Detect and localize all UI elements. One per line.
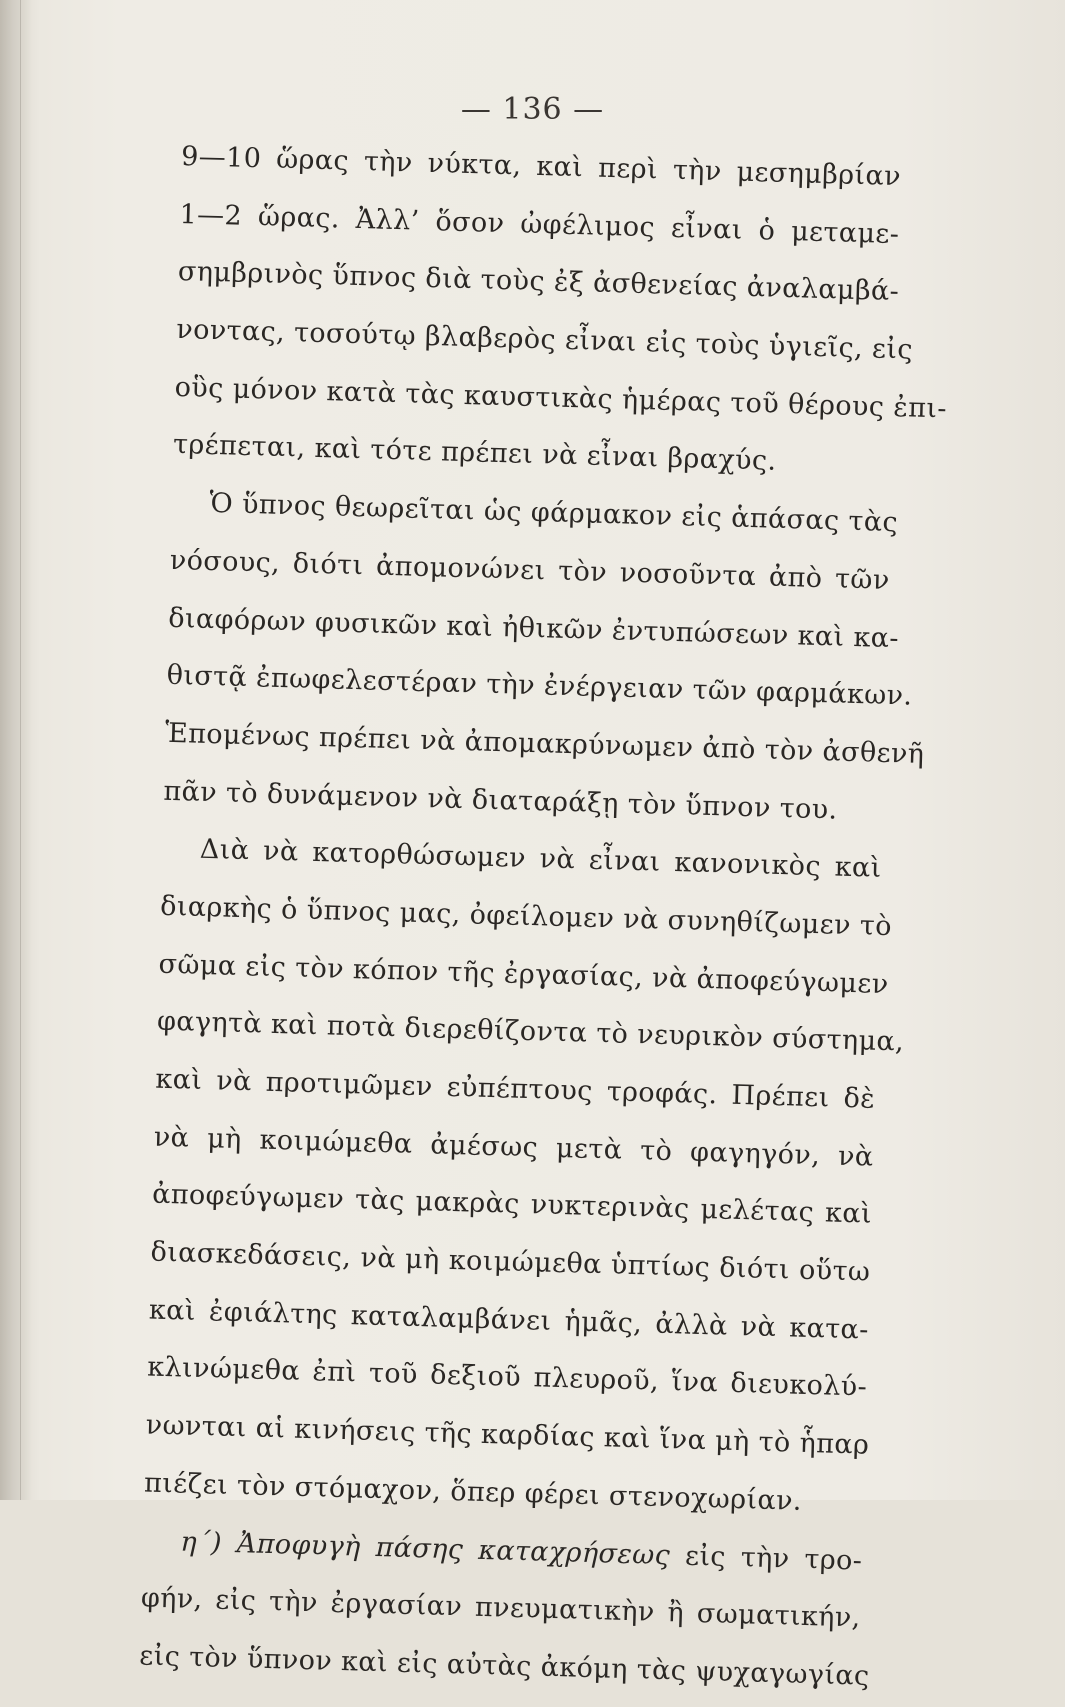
binding-line — [20, 0, 21, 1500]
text-line: νωνται αἱ κινήσεις τῆς καρδίας καὶ ἵνα μὴ τὸ ἧπαρ — [145, 1409, 870, 1461]
text-line: εἰς τὸν ὕπνον καὶ εἰς αὐτὰς ἀκόμη τὰς ψυχαγωγίας — [138, 1640, 871, 1692]
text-line: τρέπεται, καὶ τότε πρέπει νὰ εἶναι βραχύς. — [172, 429, 777, 478]
text-line: πιέζει τὸν στόμαχον, ὅπερ φέρει στενοχωρίαν. — [143, 1467, 803, 1517]
body-text — [138, 128, 948, 1705]
italic-heading: η´) Ἀποφυγὴ πάσης καταχρήσεως — [180, 1526, 671, 1571]
text-line: φαγητὰ καὶ ποτὰ διερεθίζοντα τὸ νευρικὸν σύστημα, — [156, 1005, 905, 1058]
text-line: διασκεδάσεις, νὰ μὴ κοιμώμεθα ὑπτίως διότι οὕτω — [150, 1236, 871, 1288]
text-line: νοντας, τοσούτῳ βλαβερὸς εἶναι εἰς τοὺς ὑγιεῖς, εἰς — [175, 313, 914, 366]
text-line: σημβρινὸς ὕπνος διὰ τοὺς ἐξ ἀσθενείας ἀναλαμβά- — [177, 256, 900, 308]
text-line: κλινώμεθα ἐπὶ τοῦ δεξιοῦ πλευροῦ, ἵνα διευκολύ- — [146, 1351, 868, 1404]
page-number: — 136 — — [460, 92, 605, 127]
text-line: νόσους, διότι ἀπομονώνει τὸν νοσοῦντα ἀπὸ τῶν — [169, 544, 891, 596]
text-line: Διὰ νὰ κατορθώσωμεν νὰ εἶναι κανονικὸς καὶ — [199, 834, 883, 885]
text-line: διαφόρων φυσικῶν καὶ ἠθικῶν ἐντυπώσεων καὶ κα- — [167, 602, 900, 654]
text-line: πᾶν τὸ δυνάμενον νὰ διαταράξῃ τὸν ὕπνον του. — [163, 775, 838, 826]
text-line: ἀποφεύγωμεν τὰς μακρὰς νυκτερινὰς μελέτας καὶ — [151, 1178, 873, 1231]
text-line: φήν, εἰς τὴν ἐργασίαν πνευματικὴν ἢ σωματικήν, — [140, 1582, 862, 1634]
text-line: 9—10 ὥρας τὴν νύκτα, καὶ περὶ τὴν μεσημβρίαν — [180, 140, 902, 193]
text-line: σῶμα εἰς τὸν κόπον τῆς ἐργασίας, νὰ ἀποφεύγωμεν — [158, 948, 889, 1000]
text-line: καὶ νὰ προτιμῶμεν εὐπέπτους τροφάς. Πρέπει δὲ — [154, 1063, 876, 1115]
text-line: Ἑπομένως πρέπει νὰ ἀπομακρύνωμεν ἀπὸ τὸν ἀσθενῆ — [164, 717, 925, 770]
text-line: θιστᾷ ἐπωφελεστέραν τὴν ἐνέργειαν τῶν φαρμάκων. — [166, 659, 913, 712]
binding-shadow — [0, 0, 32, 1500]
text-line: οὓς μόνον κατὰ τὰς καυστικὰς ἡμέρας τοῦ θέρους ἐπι- — [174, 371, 948, 425]
line-continuation: εἰς τὴν τρο- — [669, 1539, 863, 1577]
text-line: 1—2 ὥρας. Ἀλλ’ ὅσον ὠφέλιμος εἶναι ὁ μεταμε- — [179, 198, 900, 250]
text-line: Ὁ ὕπνος θεωρεῖται ὡς φάρμακον εἰς ἁπάσας τὰς — [209, 488, 899, 539]
text-line: διαρκὴς ὁ ὕπνος μας, ὀφείλομεν νὰ συνηθίζωμεν τὸ — [159, 890, 893, 943]
text-line: καὶ ἐφιάλτης καταλαμβάνει ἡμᾶς, ἀλλὰ νὰ κατα- — [148, 1294, 870, 1346]
text-line: νὰ μὴ κοιμώμεθα ἀμέσως μετὰ τὸ φαγηγόν, νὰ — [153, 1121, 874, 1173]
